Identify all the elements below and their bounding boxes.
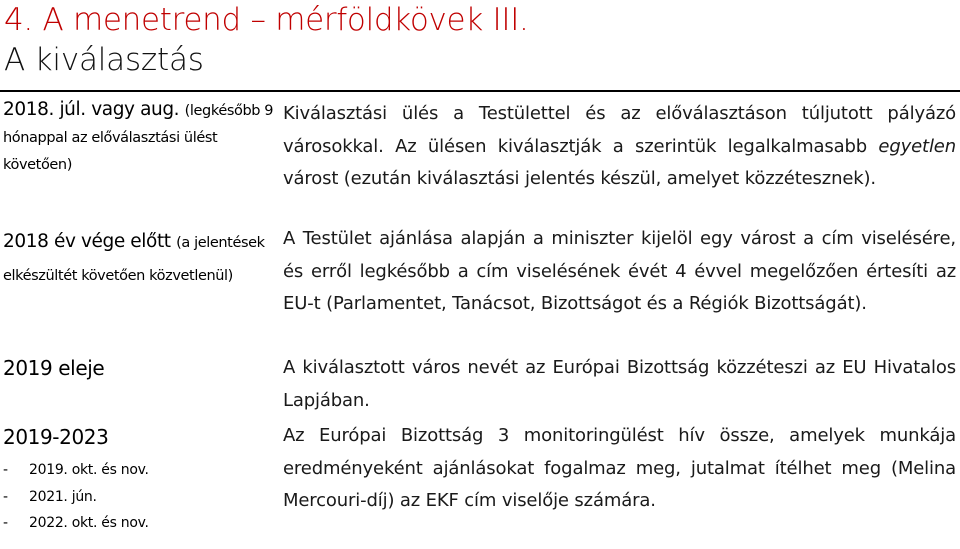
- row-1-left: [3, 97, 277, 178]
- list-item: - 2019. okt. és nov.: [3, 462, 149, 478]
- row-1-note: (legkésőbb 9 hónappal az előválasztási ülést követően): [3, 103, 274, 173]
- row-2-left: [3, 226, 277, 292]
- title-line-1: 4. A menetrend – mérföldkövek III.: [4, 2, 529, 38]
- row-4-milestones: [3, 457, 277, 537]
- row-4-date: 2019-2023: [3, 425, 109, 449]
- row-1-emphasis: egyetlen: [878, 135, 956, 157]
- row-1-date: 2018. júl. vagy aug.: [3, 99, 180, 120]
- row-2-date: 2018 év vége előtt: [3, 231, 171, 252]
- row-3-left: [3, 354, 277, 382]
- row-4-description: Az Európai Bizottság 3 monitoringülést hív össze, amelyek munkája eredményeként ajánlásokat fogalmaz meg, jutalmat ítélhet meg (Melina Mercouri-díj) az EKF cím viselője számára.: [283, 425, 956, 511]
- list-item: - 2022. okt. és nov.: [3, 515, 149, 531]
- title-line-2: A kiválasztás: [4, 42, 204, 78]
- row-1-description: Kiválasztási ülés a Testülettel és az előválasztáson túljutott pályázó városokkal. Az ülésen kiválasztják a szerintük legalkalmasabb egyetlen várost (ezután kiválasztási jelentés készül, amelyet közzétesznek).: [283, 103, 956, 189]
- top-border: [0, 90, 960, 92]
- row-2-description: A Testület ajánlása alapján a miniszter kijelöl egy várost a cím viselésére, és erről legkésőbb a cím viselésének évét 4 évvel megelőzően értesíti az EU-t (Parlamentet, Tanácsot, Bizottságot és a Régiók Bizottságát).: [283, 228, 956, 314]
- row-3-date: 2019 eleje: [3, 356, 105, 380]
- row-4-left: [3, 423, 277, 537]
- page-title: [4, 0, 529, 80]
- list-item: - 2021. jún.: [3, 488, 97, 505]
- row-2-note: (a jelentések elkészültét követően közvetlenül): [3, 235, 265, 284]
- row-3-description: A kiválasztott város nevét az Európai Bizottság közzéteszi az EU Hivatalos Lapjában.: [283, 357, 956, 411]
